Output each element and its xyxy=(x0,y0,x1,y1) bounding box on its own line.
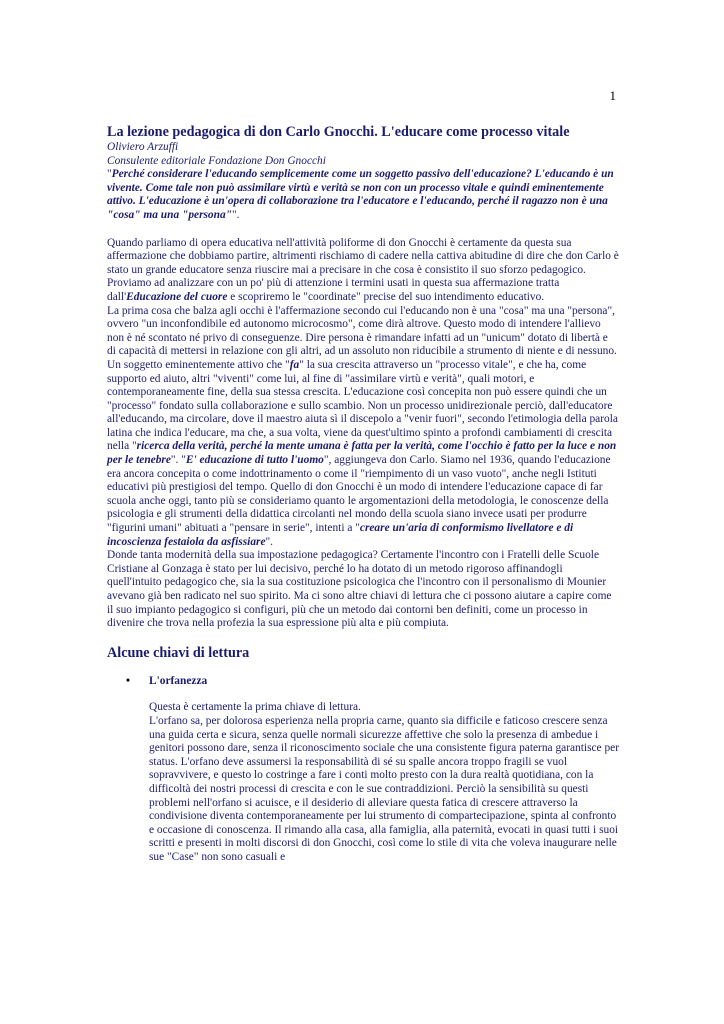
paragraph-text: ", aggiungeva don Carlo. Siamo nel 1936, quando l'educazione era ancora concepita o come indottrinamento o come il "riempimento di un vaso vuoto", anche negli Istituti educativi più prestigiosi del tempo. Quello di don Gnocchi è un modo di intendere l'educazione capace di far scuola anche oggi, tanto più se consideriamo quanto le argomentazioni della metodologia, le conoscenze della psicologia e gli strumenti della didattica circolanti nel mondo della scuola siano invece usati per produrre "figurini umani" abituati a "pensare in serie", intenti a " xyxy=(107,454,611,535)
author-role: Consulente editoriale Fondazione Don Gnocchi xyxy=(107,154,326,167)
document-title: La lezione pedagogica di don Carlo Gnocchi. L'educare come processo vitale xyxy=(107,124,570,140)
author-name: Oliviero Arzuffi xyxy=(107,141,179,153)
abstract-quote-open: " xyxy=(107,168,112,181)
paragraph-text: ". " xyxy=(170,454,186,467)
paragraph-text: e scopriremo le "coordinate" precise del suo intendimento educativo. xyxy=(227,290,545,303)
abstract-quote-close: ". xyxy=(231,208,240,221)
orfanezza-section xyxy=(107,701,619,864)
bullet-title: L'orfanezza xyxy=(149,674,208,687)
section-heading: Alcune chiavi di lettura xyxy=(107,644,250,661)
bullet-icon: • xyxy=(126,674,130,687)
emphasis-fa: fa xyxy=(289,358,300,371)
paragraph-text: " la sua crescita attraverso un "processo vitale", e che ha, come supporto ed aiuto, altri "viventi" come lui, al fine di "assimilare virtù e verità", quali motori, e contemporaneamente fine, della sua stessa crescita. L'educazione così concepita non può essere quindi che un "processo" fondato sulla collaborazione e sullo scambio. Non un processo unidirezionale perciò, dall'educatore all'educando, ma circolare, dove il maestro aiuta sì il discepolo a "venir fuori", secondo l'etimologia della parola latina che indica l'educare, ma che, a sua volta, viene da quest'ultimo spinto a profondi cambiamenti di crescita nella " xyxy=(107,358,618,453)
orfanezza-paragraph: L'orfano sa, per dolorosa esperienza nella propria carne, quanto sia difficile e faticoso crescere senza una guida certa e sicura, senza quelle normali sicurezze affettive che solo la presenza di ambedue i genitori possono dare, senza il riconoscimento sociale che una consistente figura paterna garantisce per status. L'orfano deve assumersi la responsabilità di sé su spalle ancora troppo fragili se vuol sopravvivere, e questo lo costringe a fare i conti molto presto con la dura realtà quotidiana, con la difficoltà dei nostri processi di crescita e con le sue contraddizioni. Perciò la sensibilità su questi problemi nell'orfano si acuisce, e il desiderio di alleviare questa fatica di crescere attraverso la condivisione diventa contemporaneamente per lui strumento di compartecipazione, spinta al confronto e occasione di conoscenza. Il rimando alla casa, alla famiglia, alla paternità, evocati in quasi tutti i suoi scritti e presenti in molti discorsi di don Gnocchi, così come lo stile di vita che voleva inaugurare nelle sue "Case" non sono casuali e xyxy=(149,714,620,863)
book-title-emphasis: Educazione del cuore xyxy=(126,290,228,303)
paragraph-persona xyxy=(107,305,619,550)
orfanezza-intro: Questa è certamente la prima chiave di lettura. xyxy=(149,701,361,714)
bullet-item-orfanezza xyxy=(107,675,619,689)
paragraph-text: Quando parliamo di opera educativa nell'attività poliforme di don Gnocchi è certamente da questa sua affermazione che dobbiamo partire, altrimenti rischiamo di cadere nella cattiva abitudine di dire che don Carlo è stato un grande educatore senza riuscire mai a precisare in che cosa è consistito il suo sforzo pedagogico. Proviamo ad analizzare con un po' più di attenzione i termini usati in questa sua affermazione tratta dall' xyxy=(107,236,619,303)
paragraph-intro xyxy=(107,237,619,305)
quote-ricerca-verita: ricerca della verità, perché la mente umana è fatta per la verità, come l'occhio è fatto per la luce e non per le tenebre xyxy=(107,440,617,467)
quote-conformismo: creare un'aria di conformismo livellatore e di incoscienza festaiola da asfissiare xyxy=(107,522,574,548)
document-body xyxy=(107,124,619,865)
quote-educazione-tutto-uomo: E' educazione di tutto l'uomo xyxy=(185,454,324,467)
paragraph-modernita: Donde tanta modernità della sua impostazione pedagogica? Certamente l'incontro con i Fratelli delle Scuole Cristiane al Gonzaga è stato per lui decisivo, perché lo ha dotato di un metodo rigoroso affinandogli quell'intuito pedagogico che, sia la sua costituzione psicologica che l'incontro con il personalismo di Mounier avevano già ben radicato nel suo spirito. Ma ci sono altre chiavi di lettura che ci possono aiutare a capire come il suo impianto pedagogico si configuri, più che un metodo dai contorni ben definiti, come un processo in divenire che trova nella profezia la sua espressione più alta e più compiuta. xyxy=(107,549,612,630)
abstract-text: Perché considerare l'educando semplicemente come un soggetto passivo dell'educazione? L'educando è un vivente. Come tale non può assimilare virtù e verità se non con un processo vitale e quindi eminentemente attivo. L'educazione è un'opera di collaborazione tra l'educatore e l'educando, perché il ragazzo non è una "cosa" ma una "persona" xyxy=(107,168,614,221)
paragraph-text: ". xyxy=(265,535,274,548)
paragraph-text: La prima cosa che balza agli occhi è l'affermazione secondo cui l'educando non è una "cosa" ma una "persona", ovvero "un inconfondibile ed autonomo microcosmo", come dirà altrove. Questo modo di intendere l'allievo non è né scontato né privo di conseguenze. Dire persona è rimandare infatti ad un "unicum" dotato di libertà e di capacità di mettersi in relazione con gli altri, ad un assoluto non riducibile a strumento di niente e di nessuno. Un soggetto eminentemente attivo che " xyxy=(107,304,617,371)
abstract-paragraph xyxy=(107,168,619,222)
page-number: 1 xyxy=(609,88,616,103)
